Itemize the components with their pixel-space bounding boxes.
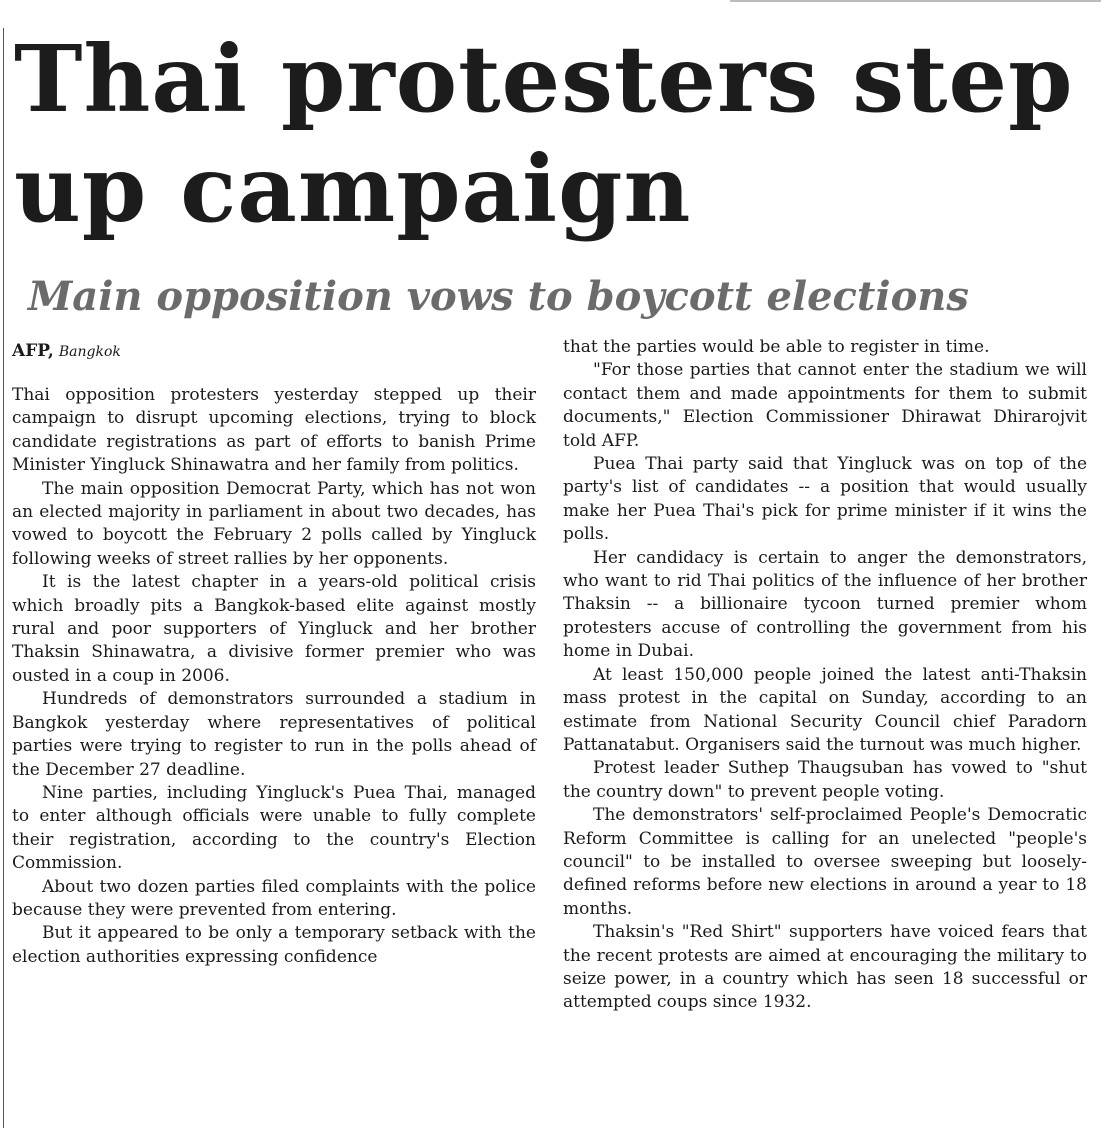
paragraph: Nine parties, including Yingluck's Puea Thai, managed to enter although officials were unable to fully complete their registration, according to the country's Election Commission. xyxy=(12,782,536,874)
paragraph: About two dozen parties filed complaints with the police because they were prevented from entering. xyxy=(12,876,536,920)
paragraph: Her candidacy is certain to anger the demonstrators, who want to rid Thai politics of the influence of her brother Thaksin -- a billionaire tycoon turned premier whom protesters accuse of controlling the government from his home in Dubai. xyxy=(563,547,1087,662)
headline: Thai protesters step up campaign xyxy=(14,25,1074,243)
paragraph: At least 150,000 people joined the latest anti-Thaksin mass protest in the capital on Sunday, according to an estimate from National Security Council chief Paradorn Pattanatabut. Organisers said the turnout was much higher. xyxy=(563,664,1087,755)
paragraph: Protest leader Suthep Thaugsuban has vowed to "shut the country down" to prevent people voting. xyxy=(563,758,1087,802)
byline-agency: AFP, xyxy=(12,341,54,361)
top-edge-rule xyxy=(730,0,1101,2)
byline xyxy=(12,340,121,363)
paragraph: The demonstrators' self-proclaimed People's Democratic Reform Committee is calling for an unelected "people's council" to be installed to oversee sweeping but loosely-defined reforms before new elections in around a year to 18 months. xyxy=(563,805,1087,919)
paragraph: It is the latest chapter in a years-old political crisis which broadly pits a Bangkok-based elite against mostly rural and poor supporters of Yingluck and her brother Thaksin Shinawatra, a divisive former premier who was ousted in a coup in 2006. xyxy=(12,572,536,686)
paragraph: Hundreds of demonstrators surrounded a stadium in Bangkok yesterday where representatives of political parties were trying to register to run in the polls ahead of the December 27 deadline. xyxy=(12,689,536,780)
left-column-rule xyxy=(3,28,4,1128)
paragraph: But it appeared to be only a temporary setback with the election authorities expressing confidence xyxy=(12,923,536,967)
article-column-2 xyxy=(563,336,1087,1015)
byline-location: Bangkok xyxy=(58,344,121,360)
subheadline: Main opposition vows to boycott elections xyxy=(28,273,969,320)
paragraph: Thai opposition protesters yesterday stepped up their campaign to disrupt upcoming elections, trying to block candidate registrations as part of efforts to banish Prime Minister Yingluck Shinawatra and her family from politics. xyxy=(12,385,536,476)
paragraph: Puea Thai party said that Yingluck was on top of the party's list of candidates -- a position that would usually make her Puea Thai's pick for prime minister if it wins the polls. xyxy=(563,454,1087,545)
article-column-1 xyxy=(12,384,536,969)
paragraph: "For those parties that cannot enter the stadium we will contact them and made appointments for them to submit documents," Election Commissioner Dhirawat Dhirarojvit told AFP. xyxy=(563,360,1087,451)
paragraph: that the parties would be able to register in time. xyxy=(563,337,990,357)
paragraph: Thaksin's "Red Shirt" supporters have voiced fears that the recent protests are aimed at encouraging the military to seize power, in a country which has seen 18 successful or attempted coups since 1932. xyxy=(563,922,1087,1013)
paragraph: The main opposition Democrat Party, which has not won an elected majority in parliament in about two decades, has vowed to boycott the February 2 polls called by Yingluck following weeks of street rallies by her opponents. xyxy=(12,478,536,569)
